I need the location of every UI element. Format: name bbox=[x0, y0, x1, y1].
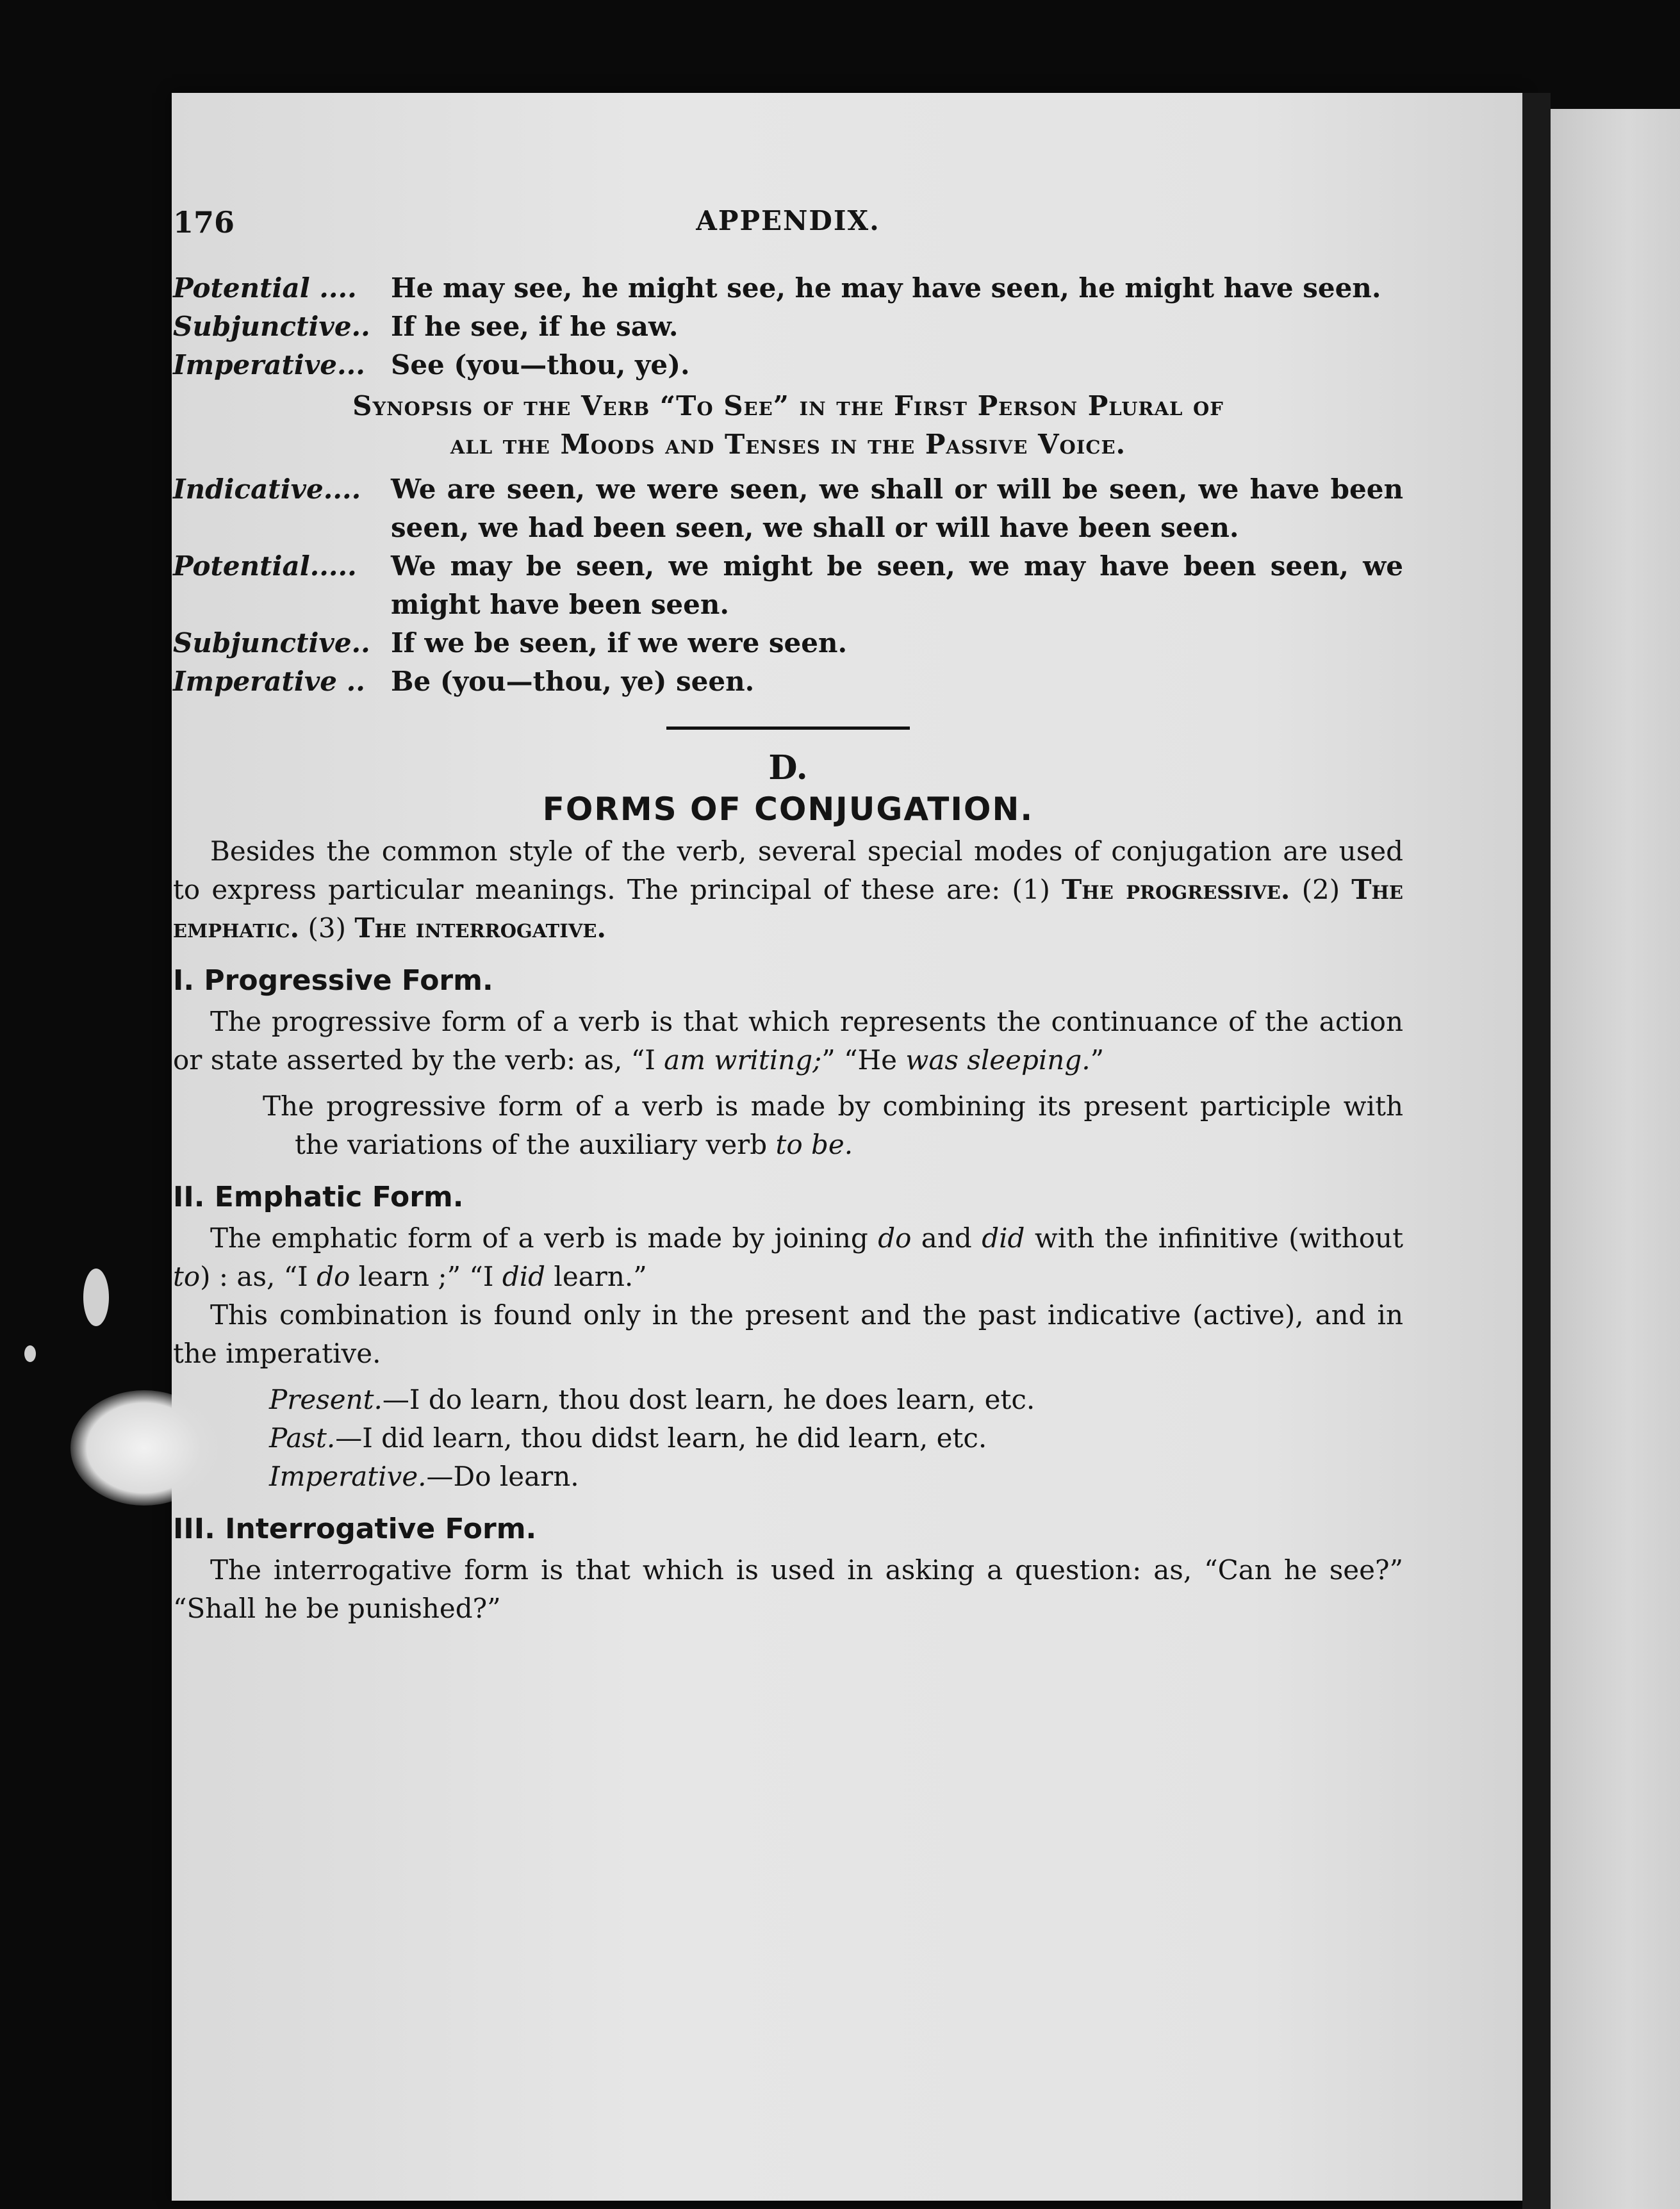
mood-forms: He may see, he might see, he may have seen, he might have seen. bbox=[391, 272, 1381, 304]
conjugation-row bbox=[173, 624, 1403, 662]
example-line bbox=[269, 1458, 1403, 1496]
para-text: ) : as, “I bbox=[200, 1261, 317, 1292]
emphatic-definition bbox=[173, 1219, 1403, 1296]
rule-text: The progressive form of a verb is made by combining its present participle with the variations of the auxiliary verb bbox=[263, 1090, 1403, 1160]
subheading-emphatic: II. Emphatic Form. bbox=[173, 1181, 464, 1213]
para-text: and bbox=[911, 1222, 982, 1254]
para-emphasis: am writing; bbox=[664, 1044, 822, 1076]
mood-forms: See (you—thou, ye). bbox=[391, 349, 690, 381]
conjugation-row bbox=[173, 547, 1403, 624]
scan-speck bbox=[83, 1269, 109, 1326]
example-line bbox=[269, 1419, 1403, 1458]
conjugation-row bbox=[173, 662, 1403, 701]
para-emphasis: do bbox=[878, 1222, 912, 1254]
intro-text: (2) bbox=[1290, 874, 1352, 905]
mood-label: Subjunctive.. bbox=[173, 311, 370, 342]
example-text: —I did learn, thou didst learn, he did learn, etc. bbox=[335, 1422, 987, 1454]
example-label: Imperative. bbox=[269, 1461, 427, 1492]
adjacent-page-edge bbox=[1551, 109, 1680, 2209]
running-head: APPENDIX. bbox=[696, 205, 880, 236]
page-body bbox=[173, 269, 1403, 1628]
mood-label: Potential .... bbox=[173, 272, 357, 304]
example-text: —I do learn, thou dost learn, he does learn, etc. bbox=[382, 1384, 1035, 1415]
mood-forms: If we be seen, if we were seen. bbox=[391, 627, 848, 659]
intro-text: (3) bbox=[299, 912, 355, 944]
mood-forms: We may be seen, we might be seen, we may have been seen, we might have been seen. bbox=[391, 550, 1403, 620]
mood-label: Imperative .. bbox=[173, 666, 365, 697]
page-header bbox=[173, 205, 1403, 256]
para-text: The progressive form of a verb is that which represents the continuance of the action or state asserted by the verb: as, “I bbox=[173, 1006, 1403, 1076]
passive-synopsis bbox=[173, 387, 1403, 701]
emphatic-usage: This combination is found only in the present and the past indicative (active), and in the imperative. bbox=[173, 1299, 1403, 1369]
para-emphasis: did bbox=[982, 1222, 1025, 1254]
para-text: ” bbox=[1090, 1044, 1105, 1076]
mood-label: Indicative.... bbox=[173, 473, 361, 505]
para-emphasis: did bbox=[502, 1261, 546, 1292]
mood-label: Imperative... bbox=[173, 349, 365, 381]
subheading-progressive: I. Progressive Form. bbox=[173, 964, 493, 997]
para-emphasis: to bbox=[173, 1261, 201, 1292]
mood-label: Subjunctive.. bbox=[173, 627, 370, 659]
intro-text: Besides the common style of the verb, several special modes of conjugation are used to express particular meanings. The principal of these are: (1) bbox=[173, 835, 1403, 905]
para-emphasis: do bbox=[317, 1261, 350, 1292]
intro-interrogative: The interrogative. bbox=[354, 912, 607, 944]
example-text: —Do learn. bbox=[426, 1461, 579, 1492]
section-letter: D. bbox=[768, 748, 808, 787]
interrogative-definition: The interrogative form is that which is used in asking a question: as, “Can he see?” “Shall he be punished?” bbox=[173, 1554, 1403, 1624]
conjugation-row bbox=[173, 470, 1403, 547]
para-text: learn ;” “I bbox=[350, 1261, 502, 1292]
para-text: The emphatic form of a verb is made by joining bbox=[210, 1222, 878, 1254]
mood-label: Potential..... bbox=[173, 550, 357, 582]
example-label: Present. bbox=[269, 1384, 383, 1415]
conjugation-row bbox=[173, 346, 1403, 384]
rule-emphasis: to be. bbox=[775, 1129, 853, 1160]
section-divider bbox=[666, 727, 910, 730]
mood-forms: If he see, if he saw. bbox=[391, 311, 679, 342]
para-text: ” “He bbox=[821, 1044, 906, 1076]
synopsis-title-line-1: Synopsis of the Verb “To See” in the First Person Plural of bbox=[352, 390, 1224, 422]
mood-forms: We are seen, we were seen, we shall or will be seen, we have been seen, we had been seen, we shall or will have been seen. bbox=[391, 473, 1403, 543]
example-line bbox=[269, 1381, 1403, 1419]
section-title: FORMS OF CONJUGATION. bbox=[542, 791, 1034, 828]
intro-progressive: The progressive. bbox=[1062, 874, 1290, 905]
emphatic-examples bbox=[173, 1381, 1403, 1496]
para-text: with the infinitive (without bbox=[1025, 1222, 1403, 1254]
progressive-rule bbox=[263, 1087, 1403, 1164]
active-synopsis-tail bbox=[173, 269, 1403, 384]
scan-speck bbox=[24, 1345, 36, 1362]
para-emphasis: was sleeping. bbox=[905, 1044, 1091, 1076]
synopsis-title-line-2: all the Moods and Tenses in the Passive Voice. bbox=[450, 429, 1126, 460]
conjugation-row bbox=[173, 269, 1403, 308]
conjugation-row bbox=[173, 308, 1403, 346]
book-spine bbox=[1522, 93, 1551, 2209]
page-number: 176 bbox=[173, 205, 235, 240]
subheading-interrogative: III. Interrogative Form. bbox=[173, 1513, 537, 1545]
example-label: Past. bbox=[269, 1422, 336, 1454]
mood-forms: Be (you—thou, ye) seen. bbox=[391, 666, 755, 697]
para-text: learn.” bbox=[545, 1261, 647, 1292]
intro-emphatic: The emphatic. bbox=[173, 874, 1404, 944]
section-intro bbox=[173, 832, 1403, 948]
progressive-definition bbox=[173, 1003, 1403, 1080]
